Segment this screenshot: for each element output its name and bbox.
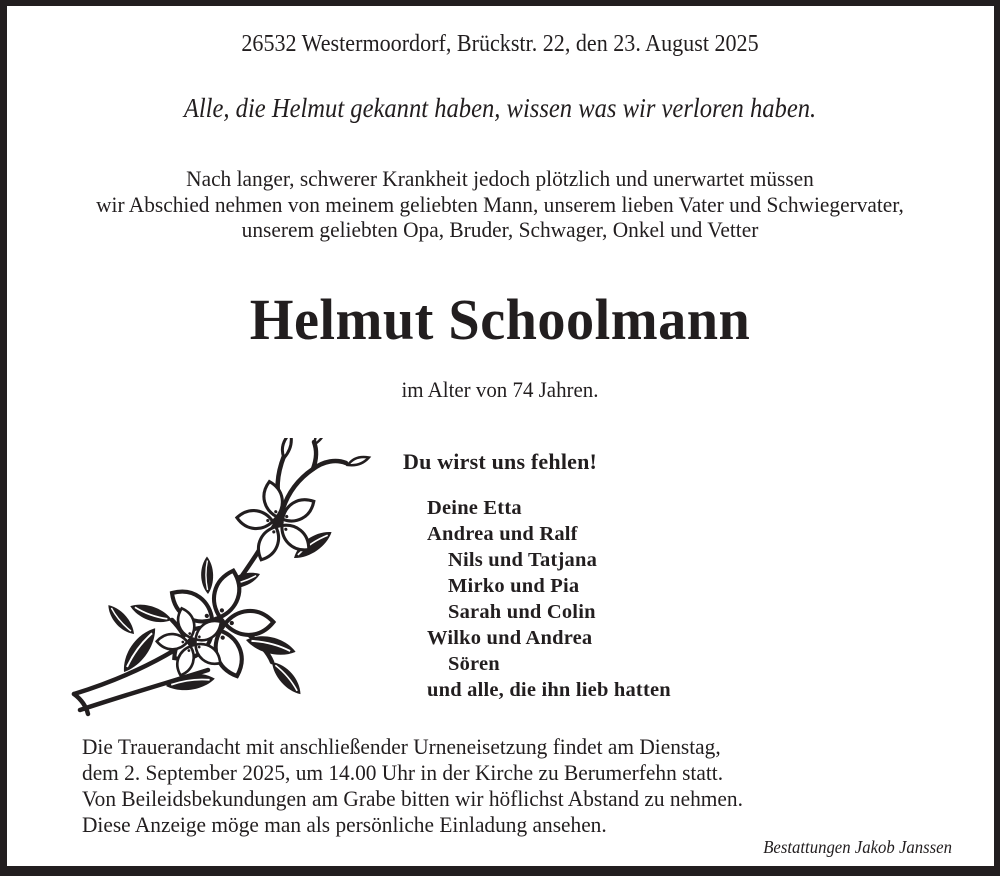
mourner-line: Sarah und Colin — [448, 601, 596, 623]
service-line: Von Beileidsbekundungen am Grabe bitten wir höflichst Abstand zu nehmen. — [82, 786, 743, 811]
deceased-name: Helmut Schoolmann — [249, 287, 751, 352]
epigraph: Alle, die Helmut gekannt haben, wissen was wir verloren haben. — [183, 93, 817, 123]
service-line: Diese Anzeige möge man als persönliche Einladung ansehen. — [82, 812, 607, 837]
dateline: 26532 Westermoordorf, Brückstr. 22, den 23. August 2025 — [241, 31, 759, 57]
intro-line: unserem geliebten Opa, Bruder, Schwager, Onkel und Vetter — [241, 217, 759, 242]
mourners-list — [0, 495, 1000, 703]
mourner-line: Mirko und Pia — [448, 575, 580, 597]
service-line: Die Trauerandacht mit anschließender Urneneisetzung findet am Dienstag, — [82, 734, 721, 759]
mourner-line: Nils und Tatjana — [448, 549, 598, 571]
service-paragraph — [82, 734, 743, 838]
farewell-line: Du wirst uns fehlen! — [403, 449, 598, 474]
mourner-line: Andrea und Ralf — [427, 523, 578, 545]
age-line: im Alter von 74 Jahren. — [401, 377, 599, 402]
mourner-line: Deine Etta — [427, 497, 522, 519]
intro-paragraph — [25, 166, 975, 243]
mourner-line: Wilko und Andrea — [427, 627, 593, 649]
intro-line: wir Abschied nehmen von meinem geliebten Mann, unserem lieben Vater und Schwiegervater, — [96, 191, 904, 217]
intro-line: Nach langer, schwerer Krankheit jedoch plötzlich und unerwartet müssen — [186, 166, 814, 191]
service-line: dem 2. September 2025, um 14.00 Uhr in der Kirche zu Berumerfehn statt. — [82, 760, 724, 785]
mourner-line: Sören — [448, 653, 500, 675]
mourner-line: und alle, die ihn lieb hatten — [427, 679, 671, 701]
funeral-home-credit: Bestattungen Jakob Janssen — [763, 837, 952, 857]
